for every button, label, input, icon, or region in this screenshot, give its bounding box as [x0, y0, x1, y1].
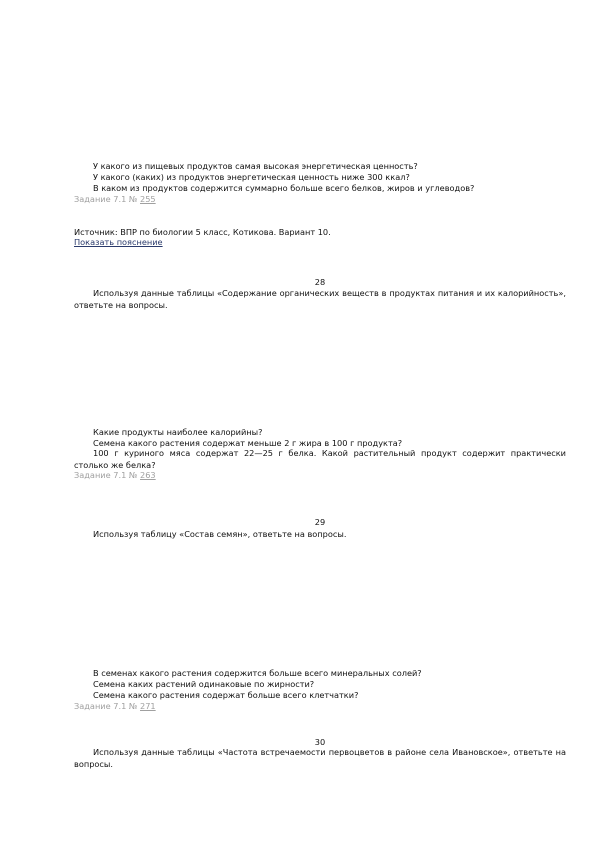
- task-intro-30: Используя данные таблицы «Частота встречаемости первоцветов в районе села Ивановское», ответьте на вопросы.: [74, 747, 566, 769]
- question-28-2: Семена какого растения содержат меньше 2 г жира в 100 г продукта?: [93, 438, 403, 448]
- task-number-28: 28: [314, 277, 326, 287]
- question-29-2: Семена каких растений одинаковые по жирности?: [93, 679, 315, 689]
- task-id-link[interactable]: 271: [140, 701, 156, 711]
- question-28-3: 100 г куриного мяса содержат 22—25 г белка. Какой растительный продукт содержит практически столько же белка?: [74, 448, 566, 470]
- show-explanation-link[interactable]: Показать пояснение: [74, 237, 163, 247]
- task-intro-28: Используя данные таблицы «Содержание органических веществ в продуктах питания и их калорийность», ответьте на вопросы.: [74, 288, 566, 310]
- task-ref-prefix: Задание 7.1 №: [74, 194, 138, 204]
- question-29-3: Семена какого растения содержат больше всего клетчатки?: [93, 690, 359, 700]
- task-id-link[interactable]: 255: [140, 194, 156, 204]
- task-ref-prefix: Задание 7.1 №: [74, 701, 138, 711]
- question-27-1: У какого из пищевых продуктов самая высокая энергетическая ценность?: [93, 161, 418, 171]
- question-29-1: В семенах какого растения содержится больше всего минеральных солей?: [93, 668, 422, 678]
- task-ref-27: [74, 194, 156, 205]
- task-ref-29: [74, 701, 156, 712]
- task-number-29: 29: [314, 517, 326, 527]
- question-28-1: Какие продукты наиболее калорийны?: [93, 427, 263, 437]
- task-number-30: 30: [314, 737, 326, 747]
- question-27-2: У какого (каких) из продуктов энергетическая ценность ниже 300 ккал?: [93, 172, 410, 182]
- task-id-link[interactable]: 263: [140, 470, 156, 480]
- source-text: Источник: ВПР по биологии 5 класс, Котикова. Вариант 10.: [74, 227, 331, 237]
- task-ref-prefix: Задание 7.1 №: [74, 470, 138, 480]
- task-intro-29: Используя таблицу «Состав семян», ответьте на вопросы.: [93, 529, 347, 539]
- question-27-3: В каком из продуктов содержится суммарно больше всего белков, жиров и углеводов?: [93, 183, 475, 193]
- task-ref-28: [74, 470, 156, 481]
